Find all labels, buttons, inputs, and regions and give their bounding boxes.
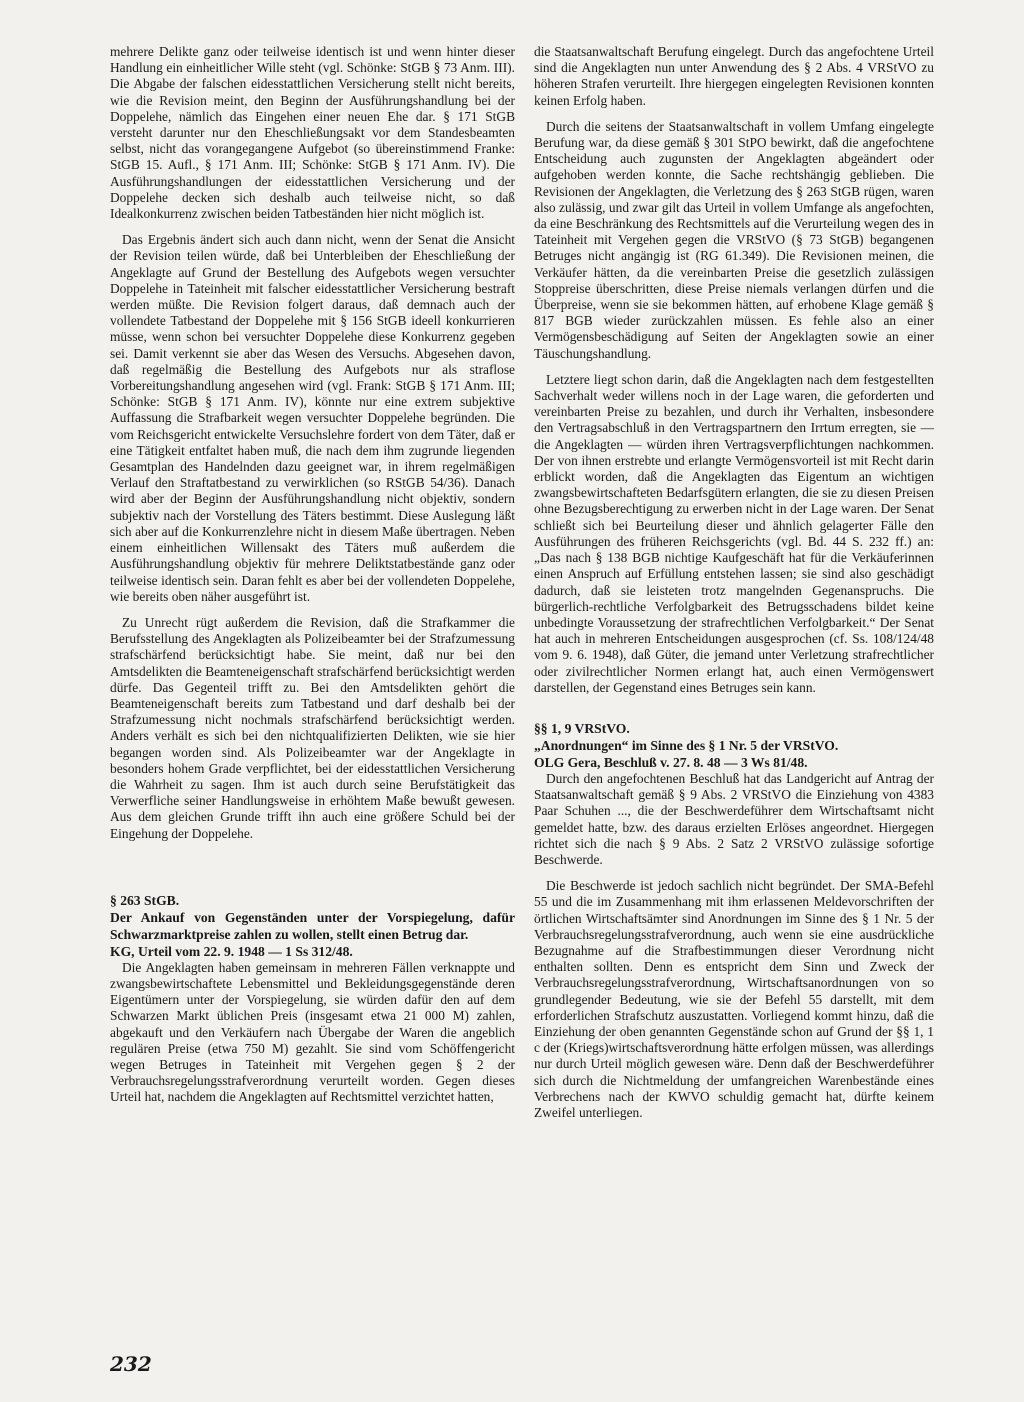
paragraph: Zu Unrecht rügt außerdem die Revision, daß die Strafkammer die Berufsstellung des Angeklagten als Polizeibeamter bei der Strafzumessung strafschärfend berücksichtigt habe. Sie meint, daß nur bei den Amtsdelikten die Beamteneigenschaft strafschärfend berücksichtigt werden dürfe. Das Gegenteil trifft zu. Bei den Amtsdelikten gehört die Beamteneigenschaft bereits zum Tatbestand und darf deshalb bei der Strafzumessung nicht nochmals strafschärfend berücksichtigt werden. Anders verhält es sich bei den nichtqualifizierten Delikten, wie sie hier begangen worden sind. Als Polizeibeamter war der Angeklagte in besonders hohem Grade verpflichtet, bei der eidesstattlichen Versicherung die Wahrheit zu sagen. Ihm ist auch durch seine Berufstätigkeit das Verwerfliche seiner Handlungsweise in erhöhtem Maße bewußt gewesen. Aus dem gleichen Grunde trifft ihn auch eine größere Schuld bei der Eingehung der Doppelehe. — [110, 614, 515, 841]
paragraph: die Staatsanwaltschaft Berufung eingelegt. Durch das angefochtene Urteil sind die Angeklagten nun unter Anwendung des § 2 Abs. 4 VRStVO zu höheren Strafen verurteilt. Ihre hiergegen eingelegten Revisionen konnten keinen Erfolg haben. — [534, 44, 934, 108]
headnote: „Anordnungen“ im Sinne des § 1 Nr. 5 der VRStVO. — [534, 737, 839, 753]
paragraph: Das Ergebnis ändert sich auch dann nicht, wenn der Senat die Ansicht der Revision teilen würde, daß bei Unterbleiben der Eheschließung der Angeklagte auf Grund der Bestellung des Aufgebots wegen versuchter Doppelehe in Tateinheit mit falscher eidesstattlicher Versicherung bestraft werden müßte. Die Revision folgert daraus, daß demnach auch der vollendete Tatbestand der Doppelehe mit § 156 StGB ideell konkurrieren müsse, wenn schon bei versuchter Doppelehe diese Konkurrenz gegeben sei. Damit verkennt sie aber das Wesen des Versuchs. Abgesehen davon, daß regelmäßig die Bestellung des Aufgebots nur als straflose Vorbereitungshandlung angesehen wird (vgl. Frank: StGB § 171 Anm. III; Schönke: StGB § 171 Anm. IV), könnte nur eine extrem subjektive Auffassung die Strafbarkeit wegen versuchter Doppelehe begründen. Die vom Reichsgericht entwickelte Versuchslehre fordert von dem Täter, daß er eine Tätigkeit entfaltet haben muß, die nach dem ihm zugrunde liegenden Gesamtplan des Handelnden dazu geeignet war, in ihrem regelmäßigen Verlauf den Straftatbestand zu verwirklichen (so RStGB 54/36). Danach wird aber der Beginn der Ausführungshandlung nicht objektiv, sondern subjektiv nach der Vorstellung des Täters bestimmt. Diese Auslegung läßt sich aber auf die Konkurrenzlehre nicht in diesem Maße übertragen. Neben einem einheitlichen Willensakt des Täters muß außerdem die Ausführungshandlung objektiv für mehrere Deliktstatbestände ganz oder teilweise identisch sein. Daran fehlt es aber bei der vollendeten Doppelehe, wie bereits oben näher ausgeführt ist. — [110, 232, 515, 604]
right-column — [534, 44, 934, 1121]
case-citation: KG, Urteil vom 22. 9. 1948 — 1 Ss 312/48. — [110, 943, 353, 959]
section-heading: § 263 StGB. — [110, 892, 180, 908]
paragraph: Die Angeklagten haben gemeinsam in mehreren Fällen verknappte und zwangsbewirtschaftete Lebensmittel und Bekleidungsgegenstände deren Eigentümern unter der Vorspiegelung, sie würden dafür den auf dem Schwarzen Markt üblichen Preis (insgesamt etwa 21 000 M) zahlen, abgekauft und den Verkäufern nach Übergabe der Waren die angeblich regulären Preise (etwa 750 M) gezahlt. Sie sind vom Schöffengericht wegen Betruges in Tateinheit mit Vergehen gegen § 2 der Verbrauchsregelungsstrafverordnung verurteilt worden. Gegen dieses Urteil hat, nachdem die Angeklagten auf Rechtsmittel verzichtet hatten, — [110, 959, 515, 1105]
headnote: Der Ankauf von Gegenständen unter der Vorspiegelung, dafür Schwarzmarktpreise zahlen zu wollen, stellt einen Betrug dar. — [110, 909, 515, 942]
case-citation: OLG Gera, Beschluß v. 27. 8. 48 — 3 Ws 81/48. — [534, 754, 808, 770]
paragraph: Die Beschwerde ist jedoch sachlich nicht begründet. Der SMA-Befehl 55 und die im Zusammenhang mit ihm erlassenen Meldevorschriften der örtlichen Wirtschaftsämter sind Anordnungen im Sinne des § 1 Nr. 5 der Verbrauchsregelungsstrafverordnung, auch wenn sie eine ausdrückliche Bezugnahme auf die Strafbestimmungen dieser Verordnung nicht enthalten sollten. Denn es entspricht dem Sinn und Zweck der Verbrauchsregelungsstrafverordnung, Wirtschaftsanordnungen von so grundlegender Bedeutung, wie sie der Befehl 55 darstellt, mit dem erforderlichen Strafschutz auszustatten. Vorliegend kommt hinzu, daß die Einziehung der oben genannten Gegenstände schon auf Grund der §§ 1, 1 c der (Kriegs)wirtschaftsverordnung hätte erfolgen müssen, was allerdings nur durch Urteil möglich gewesen wäre. Denn daß der Beschwerdeführer sich durch die Nichtmeldung der umfangreichen Warenbestände eines Verbrechens nach der KWVO schuldig gemacht hat, dürfte keinem Zweifel unterliegen. — [534, 878, 934, 1120]
paragraph: mehrere Delikte ganz oder teilweise identisch ist und wenn hinter dieser Handlung ein einheitlicher Wille steht (vgl. Schönke: StGB § 73 Anm. III). Die Abgabe der falschen eidesstattlichen Versicherung stellt nicht bereits, wie die Revision meint, den Beginn der Ausführungshandlung bei der Doppelehe, nämlich das Eingehen einer neuen Ehe dar. § 171 StGB versteht darunter nur den Eheschließungsakt vor dem Standesbeamten selbst, nicht das vorangegangene Aufgebot (so übereinstimmend Franke: StGB 15. Aufl., § 171 Anm. III; Schönke: StGB § 171 Anm. IV). Die Ausführungshandlungen der eidesstattlichen Versicherung und der Doppelehe decken sich deshalb auch teilweise nicht, so daß Idealkonkurrenz zwischen beiden Tatbeständen hier nicht möglich ist. — [110, 44, 515, 222]
left-column — [110, 44, 515, 1106]
section-heading: §§ 1, 9 VRStVO. — [534, 720, 630, 736]
page-number: 232 — [110, 1352, 152, 1376]
paragraph: Letztere liegt schon darin, daß die Angeklagten nach dem festgestellten Sachverhalt weder willens noch in der Lage waren, die geforderten und vereinbarten Preise zu bezahlen, und durch ihr Verhalten, insbesondere den Vertragsabschluß in den Vertragspartnern den Irrtum erregten, sie — die Angeklagten — würden ihren Vertragsverpflichtungen nachkommen. Der von ihnen erstrebte und erlangte Vermögensvorteil ist mit Recht darin erblickt worden, daß die Angeklagten das Eigentum an wichtigen zwangsbewirtschafteten Bedarfsgütern erlangten, die sie zu diesen Preisen ohne Bezugsberechtigung zu erwerben nicht in der Lage waren. Der Senat schließt sich bei Beurteilung dieser und ähnlich gelagerter Fälle den Ausführungen des früheren Reichsgerichts (vgl. Bd. 44 S. 232 ff.) an: „Das nach § 138 BGB nichtige Kaufgeschäft hat für die Verkäuferinnen einen Anspruch auf Erfüllung entstehen lassen; sie sind also geschädigt dadurch, daß sie leisteten trotz mangelnden Gegenanspruchs. Die bürgerlich-rechtliche Verfolgbarkeit des Betrugsschadens bildet keine unbedingte Voraussetzung der strafrechtlichen Verfolgbarkeit.“ Der Senat hat auch in mehreren Entscheidungen ausgesprochen (cf. Ss. 108/124/48 vom 9. 6. 1948), daß Güter, die jemand unter Verletzung strafrechtlicher oder zivilrechtlicher Normen erlangt hat, auch einen Vermögenswert darstellen, der Gegenstand eines Betruges sein kann. — [534, 371, 934, 695]
paragraph: Durch den angefochtenen Beschluß hat das Landgericht auf Antrag der Staatsanwaltschaft gemäß § 9 Abs. 2 VRStVO die Einziehung von 4383 Paar Schuhen ..., die der Beschwerdeführer dem Wirtschaftsamt nicht gemeldet hatte, bzw. des daraus erzielten Erlöses angeordnet. Hiergegen richtet sich die nach § 9 Abs. 2 Satz 2 VRStVO zulässige sofortige Beschwerde. — [534, 770, 934, 867]
paragraph: Durch die seitens der Staatsanwaltschaft in vollem Umfang eingelegte Berufung war, da diese gemäß § 301 StPO bewirkt, daß die angefochtene Entscheidung auch zugunsten der Angeklagten abgeändert oder aufgehoben werden konnte, die Sache rechtshängig geblieben. Die Revisionen der Angeklagten, die Verletzung des § 263 StGB rügen, waren also zulässig, und zwar gilt das Urteil in vollem Umfange als angefochten, da eine Beschränkung des Rechtsmittels auf die Verurteilung wegen des in Tateinheit mit Vergehen gegen die VRStVO (§ 73 StGB) begangenen Betruges nicht angängig ist (RG 61.349). Die Revisionen meinen, die Verkäufer hätten, da die vereinbarten Preise die gesetzlich zulässigen Stoppreise überschritten, diese Preise niemals verlangen dürfen und die Überpreise, wenn sie sie bekommen hätten, auf erhobene Klage gemäß § 817 BGB wieder zurückzahlen müssen. Es fehle also an einer Vermögensbeschädigung auf Seiten der Angeklagten sowie an einer Täuschungshandlung. — [534, 118, 934, 361]
